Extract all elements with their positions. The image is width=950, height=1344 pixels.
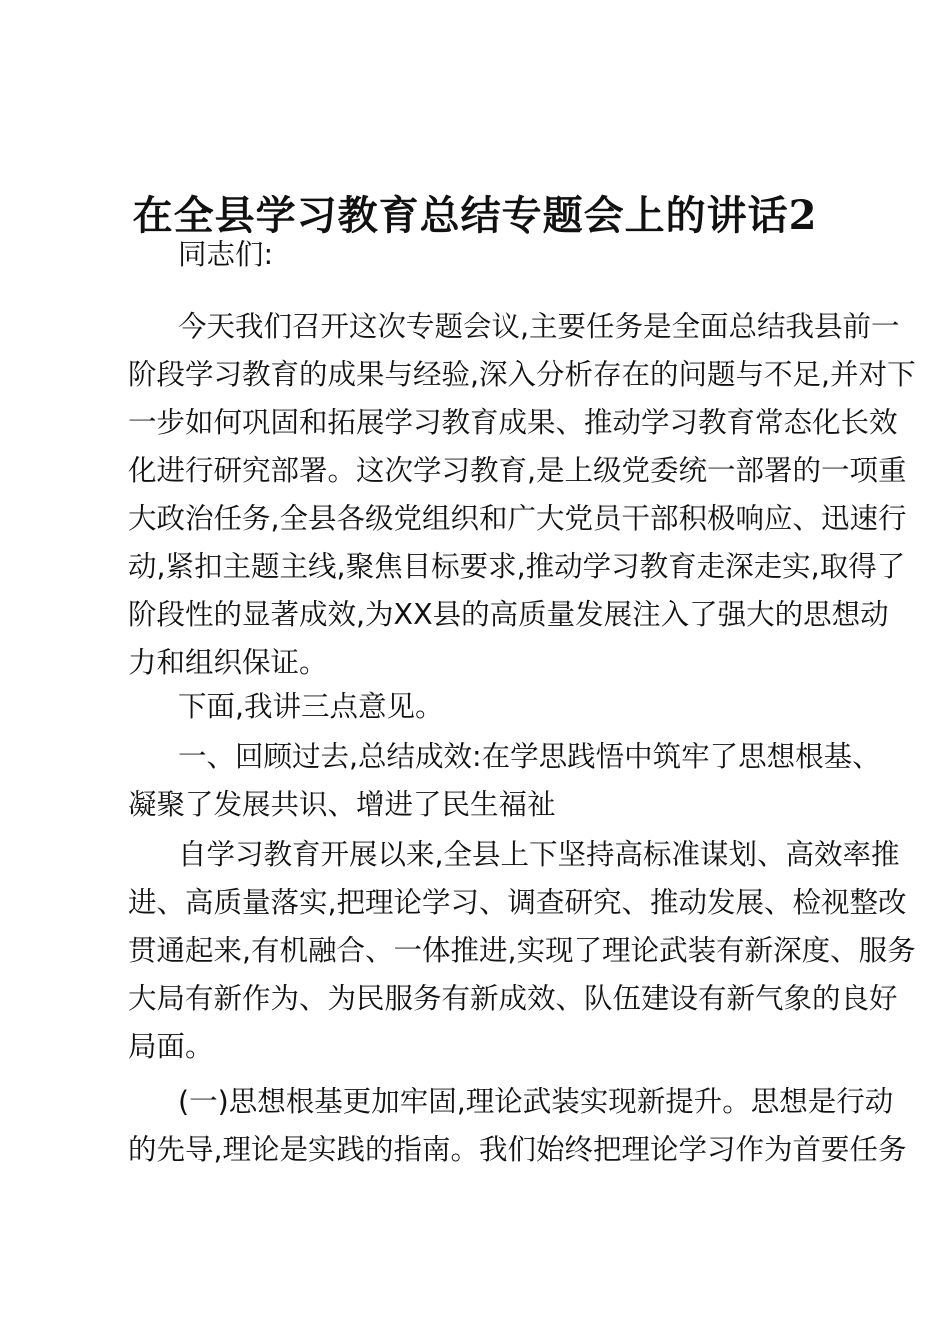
paragraph-line: 阶段学习教育的成果与经验,深入分析存在的问题与不足,并对下 bbox=[128, 358, 916, 391]
section-heading: 凝聚了发展共识、增进了民生福祉 bbox=[128, 788, 556, 821]
paragraph-line: 大政治任务,全县各级党组织和广大党员干部积极响应、迅速行 bbox=[128, 502, 907, 535]
paragraph-line: 贯通起来,有机融合、一体推进,实现了理论武装有新深度、服务 bbox=[128, 934, 916, 967]
paragraph-line: 化进行研究部署。这次学习教育,是上级党委统一部署的一项重 bbox=[128, 454, 907, 487]
paragraph-line: 进、高质量落实,把理论学习、调查研究、推动发展、检视整改 bbox=[128, 886, 907, 919]
paragraph-line: 动,紧扣主题主线,聚焦目标要求,推动学习教育走深走实,取得了 bbox=[128, 550, 906, 583]
paragraph-line: 局面。 bbox=[128, 1030, 214, 1063]
paragraph-line: 一步如何巩固和拓展学习教育成果、推动学习教育常态化长效 bbox=[128, 406, 898, 439]
paragraph-line: (一)思想根基更加牢固,理论武装实现新提升。思想是行动 bbox=[178, 1085, 894, 1118]
paragraph-line: 自学习教育开展以来,全县上下坚持高标准谋划、高效率推 bbox=[178, 838, 900, 871]
paragraph-line: 今天我们召开这次专题会议,主要任务是全面总结我县前一 bbox=[178, 310, 900, 343]
salutation: 同志们: bbox=[178, 238, 274, 271]
paragraph-line: 大局有新作为、为民服务有新成效、队伍建设有新气象的良好 bbox=[128, 982, 898, 1015]
paragraph-line: 阶段性的显著成效,为XX县的高质量发展注入了强大的思想动 bbox=[128, 598, 889, 631]
document-title: 在全县学习教育总结专题会上的讲话2 bbox=[132, 192, 818, 239]
paragraph-line: 力和组织保证。 bbox=[128, 646, 328, 679]
paragraph-line: 下面,我讲三点意见。 bbox=[178, 690, 444, 723]
section-heading: 一、回顾过去,总结成效:在学思践悟中筑牢了思想根基、 bbox=[178, 740, 881, 773]
paragraph-line: 的先导,理论是实践的指南。我们始终把理论学习作为首要任务 bbox=[128, 1133, 907, 1166]
